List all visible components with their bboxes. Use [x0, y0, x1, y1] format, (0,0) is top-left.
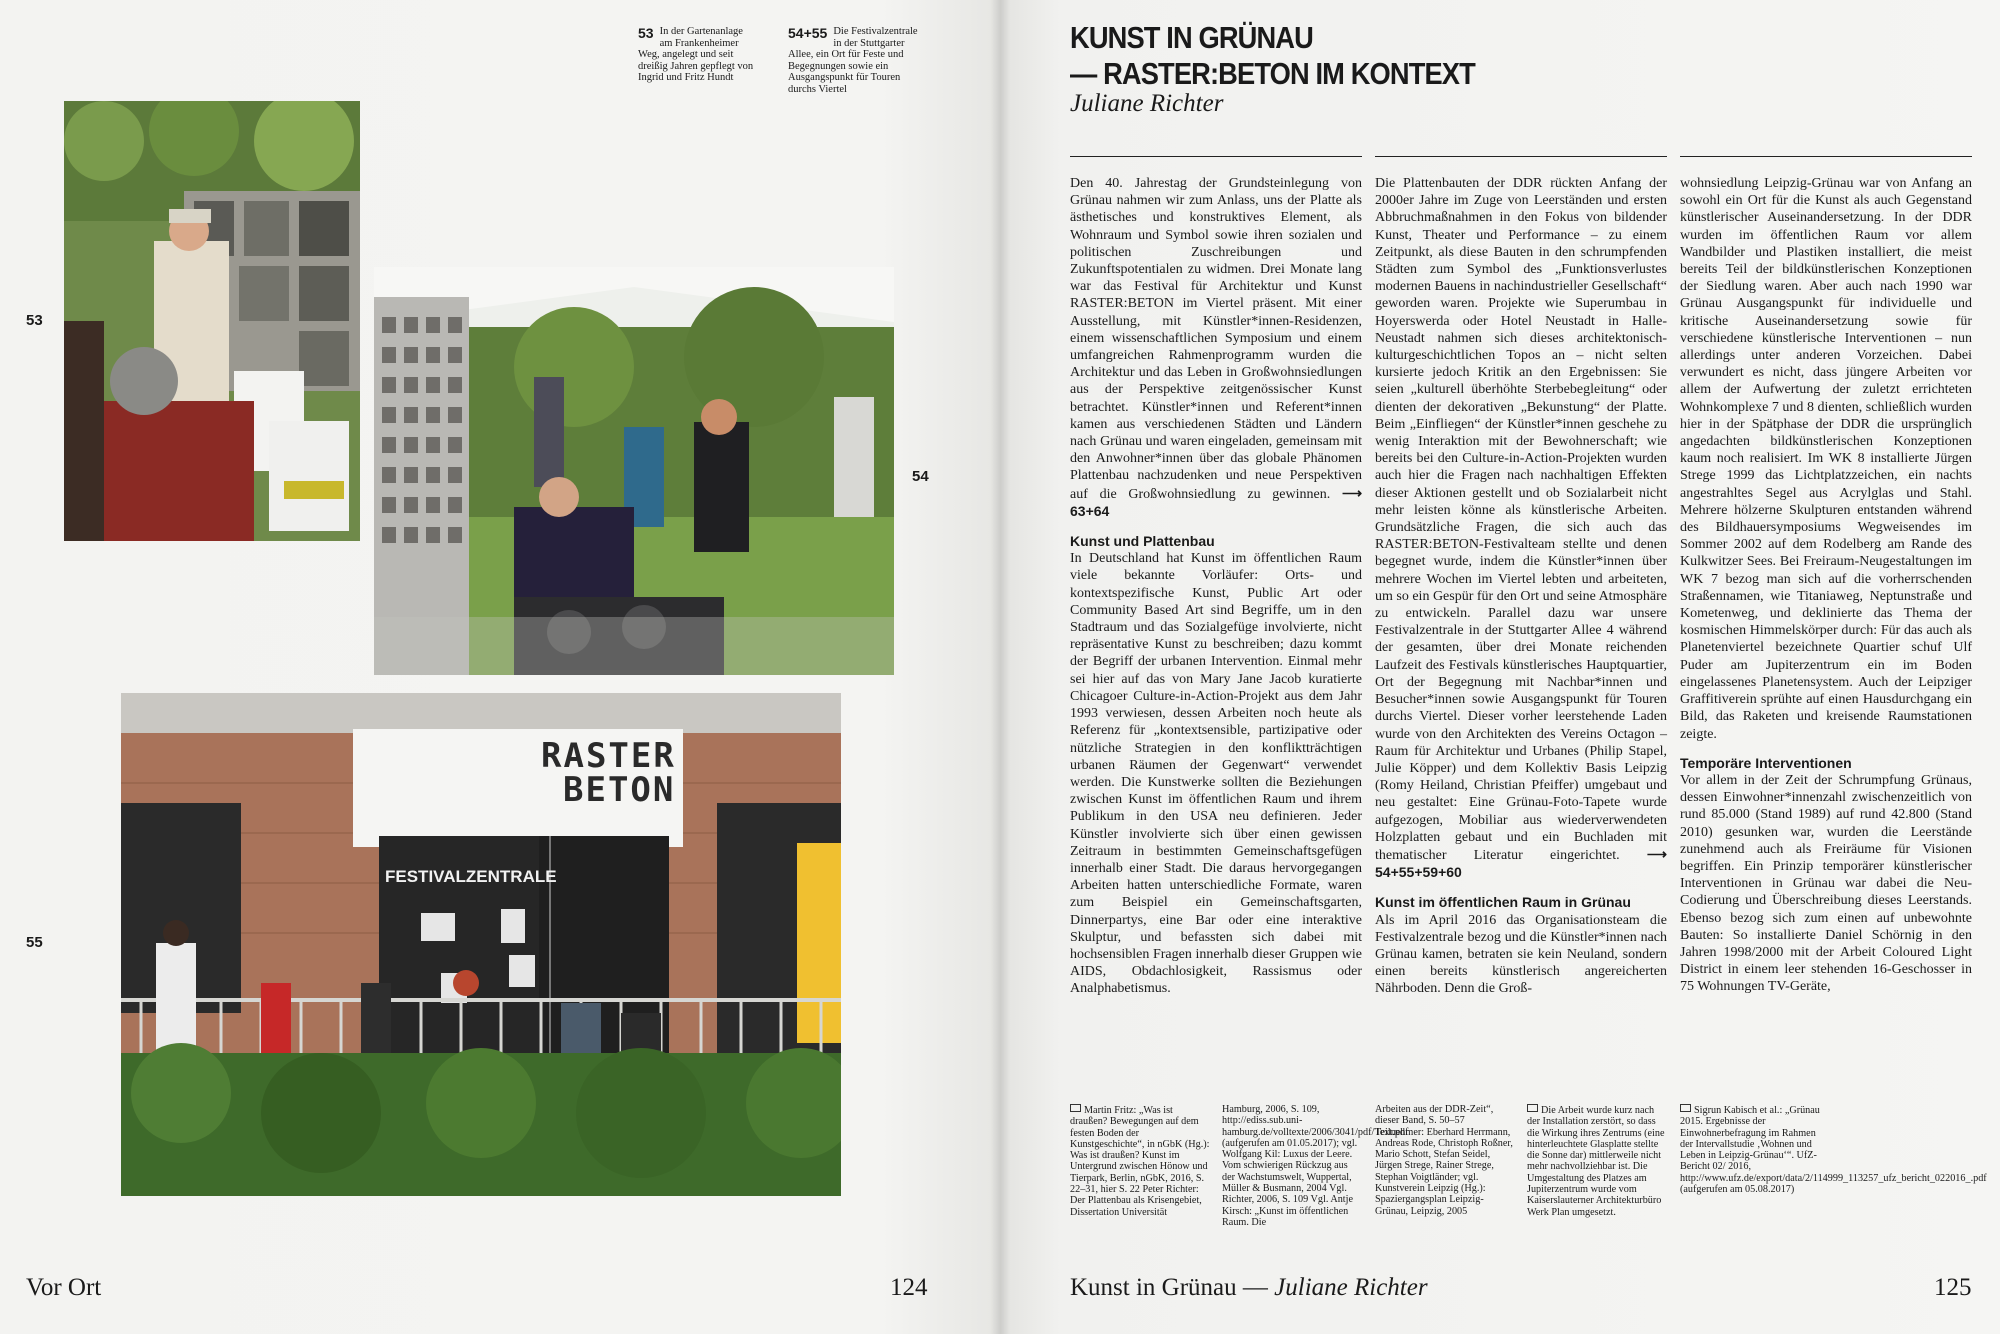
text-column-2	[1375, 156, 1667, 998]
caption-number: 53	[638, 25, 654, 41]
folio-title: Kunst in Grünau —	[1070, 1274, 1268, 1301]
paragraph	[1070, 175, 1362, 521]
footnote-text: Sigrun Kabisch et al.: „Grünau 2015. Ergebnisse der Einwohnerbefragung im Rahmen der Intervallstudie ‚Wohnen und Leben in Leipzig-Grünau‘“. UfZ-Bericht 02/ 2016, http://www.ufz.de/export/data/2/114999_113257_ufz_bericht_022016_.pdf (aufgerufen am 05.08.2017)	[1680, 1105, 1987, 1196]
caption-text: In der Gartenanlage am Frankenheimer Weg, angelegt und seit dreißig Jahren gepflegt von Ingrid und Fritz Hundt	[638, 26, 754, 83]
footnote-marker-icon	[1680, 1104, 1691, 1112]
cross-reference: ⟶ 54+55+59+60	[1375, 845, 1667, 881]
text-column-3	[1680, 156, 1972, 996]
footnote-column-3	[1375, 1104, 1515, 1217]
title-line-1: KUNST IN GRÜNAU	[1070, 20, 1313, 55]
footnote-marker-icon	[1527, 1104, 1538, 1112]
footnote-column-2	[1222, 1104, 1409, 1228]
paragraph	[1375, 175, 1667, 882]
folio-author: Juliane Richter	[1274, 1274, 1428, 1301]
right-page	[1000, 0, 2000, 1334]
caption-number: 54+55	[788, 25, 828, 41]
paragraph: wohnsiedlung Leipzig-Grünau war von Anfang an sowohl ein Ort für die Kunst als auch Gegenstand künstlerischer Auseinandersetzung. In der DDR wurden im öffentlichen Raum vor allem Wandbilder und Plastiken installiert, die meist bereits Teil der bildkünstlerischen Konzeptionen der Siedlung waren. Aber auch nach 1990 war Grünau Ausgangspunkt für individuelle und kritische Auseinandersetzung sowie für verschiedene künstlerische Interventionen – nun allerdings unter anderen Vorzeichen. Dabei verwundert es nicht, dass jüngere Arbeiten vor allem der Aufwertung der zuletzt errichteten Wohnkomplexe 7 und 8 dienten, schließlich wurden hier in der Spätphase der DDR die ursprünglich angedachten bildkünstlerischen Konzeptionen kaum noch realisiert. Im WK 8 installierte Jürgen Strege 1999 das Lichtplatzzeichen, ein nachts angestrahltes Segel aus Acrylglas und Stahl. Mehrere hölzerne Skulpturen entstanden während des Bildhauersymposiums Wegweisendes im Sommer 2002 auf dem Rodelberg am Rande des Kulkwitzer Sees. Bei Freiraum-Neugestaltungen im WK 7 bezog man sich auf die vorherrschenden Straßennamen, wie Titaniaweg, Neptunstraße und Kometenweg, und deklinierte das Thema der kosmischen Himmelskörper durch: Für das auch als Planetenviertel bezeichnete Quartier schuf Ulf Puder am Jupiterzentrum ein im Boden eingelassenes Planetensystem. Auch der Leipziger Graffitiverein sprühte auf einen Hausdurchgang ein Bild, das Raketen und kreisende Raumstationen zeigte.	[1680, 176, 1972, 742]
subheading: Kunst im öffentlichen Raum in Grünau	[1375, 894, 1631, 911]
title-line-2: — RASTER:BETON IM KONTEXT	[1070, 56, 1475, 91]
caption-53	[638, 26, 756, 84]
footnote-text: Die Arbeit wurde kurz nach der Installation zerstört, so dass die Wirkung ihres Zentrums (eine hinterleuchtete Glasplatte stellte die Sonne dar) mittlerweile nicht mehr nachvollziehbar ist. Die Umgestaltung des Platzes am Jupiterzentrum wurde vom Kaiserslauterner Architekturbüro Werk Plan umgesetzt.	[1527, 1105, 1665, 1218]
article-title	[1070, 20, 1510, 92]
footnote-column-1	[1070, 1104, 1210, 1218]
footnote-column-4	[1527, 1104, 1667, 1218]
subheading: Temporäre Interventionen	[1680, 754, 1852, 771]
sign-festivalzentrale: FESTIVALZENTRALE	[385, 867, 557, 886]
cross-reference: ⟶ 63+64	[1070, 484, 1363, 519]
subheading: Kunst und Plattenbau	[1070, 533, 1215, 550]
sign-raster-text: RASTER	[541, 736, 676, 776]
footnote-column-5	[1680, 1104, 1987, 1196]
paragraph-text: Die Plattenbauten der DDR rückten Anfang der 2000er Jahre im Zuge von Leerständen und ersten Abbruchmaßnahmen in den Fokus von bildender Kunst, Theater und Performance – zu einem Zeitpunkt, als diese Bauten in den schrumpfenden Städten zum Symbol des „Funktionsverlustes modernen Bauens in nachindustrieller Gesellschaft“ geworden waren. Projekte wie Superumbau in Hoyerswerda oder Hotel Neustadt in Halle-Neustadt nahmen sich dieses architektonisch-kulturgeschichtlichen Topos an – nicht selten kursierte jedoch Kritik an den Ergebnissen: Sie seien „kulturell überhöhte Sterbebegleitung“ oder dienten der dekorativen „Bekunstung“ der Platte. Beim „Einfliegen“ der Künstler*innen geschehe zu wenig Interaktion mit der Bewohnerschaft; wie bereits bei den Culture-in-Action-Projekten wurden auch hier die Fragen nach nachhaltigen Effekten dieser Aktionen gestellt und ob Sozialarbeit nicht mehr leisten könne als künstlerische Arbeiten. Grundsätzliche Fragen, die sich auch das RASTER:BETON-Festivalteam stellte und denen begegnet wurde, indem die Künstler*innen über mehrere Wochen im Viertel lebten und arbeiteten, um so ein Gespür für den Ort und seine Atmosphäre zu entwickeln. Parallel dazu war unsere Festivalzentrale in der Stuttgarter Allee 4 während der gesamten, über drei Monate reichenden Laufzeit des Festivals künstlerisches Hauptquartier, Ort der Begegnung mit Nachbar*innen und Besucher*innen sowie Ausgangspunkt für Touren durchs Viertel. Dieser vorher leerstehende Laden wurde von den Architekten des Vereins Octagon – Raum für Architektur und Urbanes (Philip Stapel, Julie Köpper) und dem Kollektiv Basis Leipzig (Romy Heiland, Christian Pfeiffer) umgebaut und neu gestaltet: Eine Grünau-Foto-Tapete wurde aufgezogen, Mobiliar aus wiederverwendeten Holzplatten gebaut und ein Buchladen mit thematischer Literatur eingerichtet.	[1375, 176, 1667, 863]
paragraph-text: Den 40. Jahrestag der Grundsteinlegung von Grünau nahmen wir zum Anlass, uns der Platte als ästhetisches und konstruktives Element, als Wohnraum und Symbol sowie ihren sozialen und politischen Zuschreibungen und Zukunftspotentialen zu widmen. Drei Monate lang war das Festival für Architektur und Kunst RASTER:BETON im Viertel präsent. Mit einer Ausstellung, mit Künstler*innen-Residenzen, einem wissenschaftlichen Symposium und einem umfangreichen Rahmenprogramm wurden die Architektur und das Leben in Großwohnsiedlungen aus der Perspektive zeitgenössischer Kunst betrachtet. Künstler*innen und Referent*innen kamen aus verschiedenen Städten und Ländern nach Grünau und waren eingeladen, gemeinsam mit den Anwohner*innen über das globale Phänomen Plattenbau nachzudenken und neue Perspektiven auf die Großwohnsiedlung zu gewinnen.	[1070, 176, 1362, 502]
caption-54-55	[788, 26, 928, 95]
figure-number-54: 54	[912, 468, 929, 485]
photo-garden	[64, 101, 360, 541]
footnote-marker-icon	[1070, 1104, 1081, 1112]
photo-festivalzentrale	[121, 693, 841, 1196]
article-author: Juliane Richter	[1070, 90, 1224, 117]
folio-page-number: 124	[890, 1274, 928, 1301]
folio-section: Vor Ort	[26, 1274, 102, 1301]
paragraph: Vor allem in der Zeit der Schrumpfung Grünaus, dessen Einwohner*innenzahl zwischenzeitlich von rund 85.000 (Stand 1989) auf rund 42.800 (Stand 2010) gesunken war, wurden die Leerstände zunehmend auch als Freiräume für Visionen begriffen. Ein Prinzip temporärer künstlerischer Interventionen in Grünau war dabei die Neu-Codierung und Überschreibung dieses Leerstands. Ebenso bezog sich zum einen auf unbewohnte Bauten: So installierte Daniel Schörnig in den Jahren 1998/2000 mit der Arbeit Coloured Light District in einem leer stehenden 16-Geschosser in 75 Wohnungen TV-Geräte,	[1680, 772, 1972, 995]
caption-text: Die Festivalzentrale in der Stuttgarter Allee, ein Ort für Feste und Begegnungen sowie ein Ausgangspunkt für Touren durchs Viertel	[788, 26, 918, 95]
paragraph: Als im April 2016 das Organisationsteam die Festivalzentrale bezog und die Künstler*innen nach Grünau kamen, betraten sie kein Neuland, sondern einen bereits künstlerisch angereicherten Nährboden. Denn die Groß-	[1375, 912, 1667, 997]
figure-number-53: 53	[26, 312, 43, 329]
sign-beton-text: BETON	[563, 770, 676, 810]
figure-number-55: 55	[26, 934, 43, 951]
folio-running-title	[1070, 1274, 1428, 1302]
photo-dj-tent	[374, 267, 894, 675]
sign-raster-beton	[541, 736, 676, 810]
folio-page-number: 125	[1934, 1274, 1972, 1301]
book-gutter	[990, 0, 1010, 1334]
text-column-1	[1070, 156, 1362, 998]
paragraph: In Deutschland hat Kunst im öffentlichen Raum viele bekannte Vorläufer: Orts- und kontextspezifische Kunst, Public Art oder Community Based Art sind Begriffe, um in den Stadtraum und das Sozialgefüge involvierte, nicht repräsentative Kunst zu beschreiben; dazu kommt der Begriff der urbanen Intervention. Einmal mehr sei hier auf das von Mary Jane Jacob kuratierte Chicagoer Culture-in-Action-Projekt aus dem Jahr 1993 verwiesen, dessen Arbeiten noch heute als Referenz für „kontextsensible, partizipative oder nützliche Strategien in den konfliktträchtigen urbanen Räumen der Gegenwart“ verwendet werden. Die Kunstwerke sollten die Beziehungen zwischen Kunst im öffentlichen Raum und ihrem Publikum in den USA neu definieren. Jeder Künstler involvierte sich über einen gewissen Zeitraum in bestimmten Gemeinschaftsgefügen innerhalb einer Stadt. Die daraus hervorgegangen Arbeiten hatten unterschiedliche Formate, waren zum Beispiel ein Gemeinschaftsgarten, Dinnerpartys, eine Bar oder eine interaktive Skulptur, und befassten sich dabei mit hochsensiblen Fragen innerhalb dieser Gruppen wie AIDS, Obdachlosigkeit, Rassismus oder Analphabetismus.	[1070, 551, 1362, 997]
footnote-text: Martin Fritz: „Was ist draußen? Bewegungen auf dem festen Boden der Kunstgeschichte“, in nGbK (Hg.): Was ist draußen? Kunst im Untergrund zwischen Hönow und Tierpark, Berlin, nGbK, 2016, S. 22–31, hier S. 22 Peter Richter: Der Plattenbau als Krisengebiet, Dissertation Universität	[1070, 1105, 1210, 1218]
footnote-text: Arbeiten aus der DDR-Zeit“, dieser Band, S. 50–57 Teilnehmer: Eberhard Herrmann, Andreas Rode, Christoph Roßner, Mario Schott, Stefan Seidel, Jürgen Strege, Rainer Strege, Stephan Voigtländer; vgl. Kunstverein Leipzig (Hg.): Spaziergangsplan Leipzig-Grünau, Leipzig, 2005	[1375, 1104, 1513, 1217]
footnote-text: Hamburg, 2006, S. 109, http://ediss.sub.uni-hamburg.de/volltexte/2006/3041/pdf/Text.pdf (aufgerufen am 01.05.2017); vgl. Wolfgang Kil: Luxus der Leere. Vom schwierigen Rückzug aus der Wachstumswelt, Wuppertal, Müller & Busmann, 2004 Vgl. Richter, 2006, S. 109 Vgl. Antje Kirsch: „Kunst im öffentlichen Raum. Die	[1222, 1104, 1409, 1228]
